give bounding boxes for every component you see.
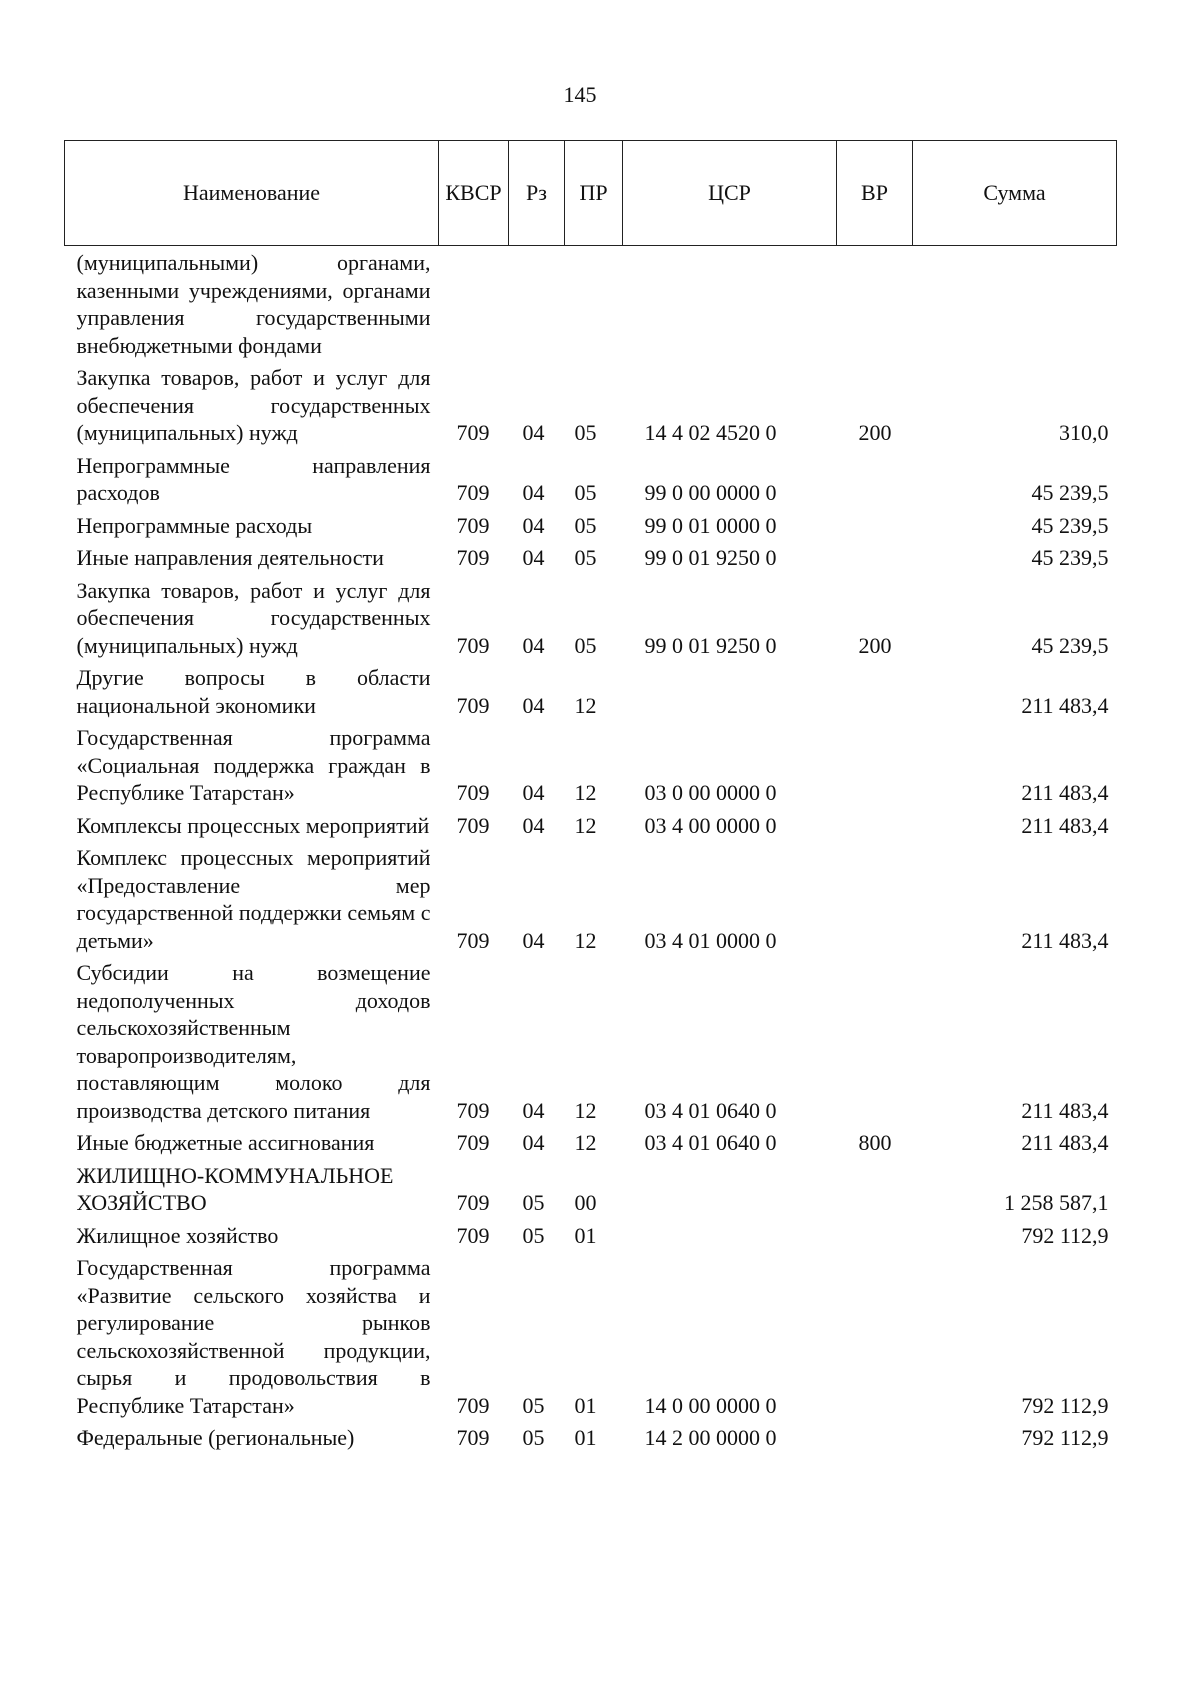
cell-pr: 01 (574, 1222, 597, 1248)
cell-kvsr: 709 (456, 480, 490, 505)
cell-csr (623, 1219, 837, 1252)
table-row (65, 541, 1117, 574)
table-row (65, 661, 1117, 721)
table-body (65, 246, 1117, 1454)
cell-name: Государственная программа «Развитие сельского хозяйства и регулирование рынков сельскохозяйственной продукции, сырья и продовольствия в Республике Татарстан» (76, 1255, 431, 1418)
cell-vr (837, 841, 913, 956)
cell-name: ЖИЛИЩНО-КОММУНАЛЬНОЕ ХОЗЯЙСТВО (76, 1162, 394, 1215)
cell-pr: 00 (574, 1190, 597, 1215)
budget-table (64, 140, 1117, 1454)
table-row (65, 809, 1117, 842)
cell-name: Субсидии на возмещение недополученных доходов сельскохозяйственным товаропроизводителям, поставляющим молоко для производства детского питания (76, 960, 431, 1123)
table-row (65, 841, 1117, 956)
cell-sum: 310,0 (1059, 420, 1109, 445)
cell-pr: 05 (574, 632, 597, 658)
cell-name: Иные бюджетные ассигнования (76, 1130, 375, 1155)
cell-sum (913, 246, 1117, 362)
cell-name: Закупка товаров, работ и услуг для обеспечения государственных (муниципальных) нужд (76, 577, 431, 658)
cell-pr (565, 246, 623, 362)
cell-sum: 211 483,4 (1021, 1130, 1109, 1155)
cell-rz: 05 (522, 1425, 545, 1450)
cell-pr: 12 (574, 812, 597, 838)
page-number: 145 (563, 82, 597, 107)
cell-rz: 04 (522, 1130, 545, 1155)
header-pr: ПР (565, 141, 623, 246)
table-row (65, 1159, 1117, 1219)
cell-name: Непрограммные направления расходов (76, 452, 431, 505)
cell-sum: 211 483,4 (1021, 812, 1109, 838)
cell-pr: 05 (574, 420, 597, 445)
cell-rz: 04 (522, 1097, 545, 1123)
cell-vr (837, 809, 913, 842)
cell-pr: 05 (574, 512, 597, 538)
cell-rz: 04 (522, 927, 545, 953)
cell-name: Иные направления деятельности (76, 545, 384, 570)
cell-pr: 05 (574, 480, 597, 505)
cell-rz: 04 (522, 420, 545, 445)
cell-name: Непрограммные расходы (76, 512, 313, 538)
header-sum: Сумма (913, 141, 1117, 246)
cell-kvsr: 709 (456, 692, 490, 718)
cell-name: (муниципальными) органами, казенными учреждениями, органами управления государственными внебюджетными фондами (76, 250, 431, 358)
cell-vr: 200 (858, 632, 892, 658)
cell-name: Закупка товаров, работ и услуг для обеспечения государственных (муниципальных) нужд (76, 365, 431, 445)
cell-pr: 12 (574, 1130, 597, 1155)
cell-rz: 05 (522, 1190, 545, 1215)
cell-vr (837, 956, 913, 1126)
cell-sum: 211 483,4 (1021, 927, 1109, 953)
cell-rz: 05 (522, 1222, 545, 1248)
cell-csr: 99 0 00 0000 0 (644, 480, 777, 505)
table-row (65, 1219, 1117, 1252)
cell-vr (837, 1421, 913, 1454)
table-row (65, 1251, 1117, 1421)
cell-pr: 01 (574, 1392, 597, 1418)
cell-name: Федеральные (региональные) (76, 1425, 355, 1450)
table-header (65, 141, 1117, 246)
cell-sum: 45 239,5 (1031, 545, 1109, 570)
cell-sum: 792 112,9 (1021, 1425, 1109, 1450)
cell-kvsr: 709 (456, 1097, 490, 1123)
cell-rz: 04 (522, 545, 545, 570)
table-row (65, 449, 1117, 509)
cell-sum: 792 112,9 (1021, 1392, 1109, 1418)
cell-pr: 12 (574, 692, 597, 718)
cell-csr: 99 0 01 9250 0 (644, 545, 777, 570)
table-row (65, 509, 1117, 542)
cell-pr: 05 (574, 545, 597, 570)
cell-csr: 14 4 02 4520 0 (644, 420, 777, 445)
cell-vr (837, 449, 913, 509)
cell-sum: 211 483,4 (1021, 692, 1109, 718)
cell-kvsr: 709 (456, 545, 490, 570)
table-row (65, 956, 1117, 1126)
table-row (65, 1126, 1117, 1159)
cell-vr (837, 1219, 913, 1252)
cell-csr: 99 0 01 9250 0 (644, 632, 777, 658)
cell-name: Другие вопросы в области национальной экономики (76, 665, 431, 718)
cell-vr: 200 (858, 420, 892, 445)
cell-vr (837, 721, 913, 809)
cell-sum: 45 239,5 (1031, 632, 1109, 658)
header-vr: ВР (837, 141, 913, 246)
header-csr: ЦСР (623, 141, 837, 246)
cell-sum: 45 239,5 (1031, 480, 1109, 505)
cell-csr: 03 4 01 0640 0 (644, 1130, 777, 1155)
cell-csr (623, 246, 837, 362)
cell-rz: 04 (522, 780, 545, 805)
cell-vr (837, 1159, 913, 1219)
cell-rz (509, 246, 565, 362)
table-row (65, 246, 1117, 362)
cell-kvsr: 709 (456, 1130, 490, 1155)
cell-sum: 792 112,9 (1021, 1222, 1109, 1248)
cell-name: Комплекс процессных мероприятий «Предоставление мер государственной поддержки семьям с детьми» (76, 845, 431, 953)
table-row (65, 721, 1117, 809)
cell-rz: 04 (522, 692, 545, 718)
cell-kvsr: 709 (456, 1392, 490, 1418)
cell-vr (837, 541, 913, 574)
cell-rz: 04 (522, 480, 545, 505)
cell-pr: 12 (574, 780, 597, 805)
cell-pr: 12 (574, 1097, 597, 1123)
cell-pr: 12 (574, 927, 597, 953)
cell-sum: 211 483,4 (1021, 1097, 1109, 1123)
cell-kvsr (439, 246, 509, 362)
cell-kvsr: 709 (456, 420, 490, 445)
cell-kvsr: 709 (456, 927, 490, 953)
cell-vr (837, 661, 913, 721)
cell-vr: 800 (858, 1130, 892, 1155)
cell-vr (837, 509, 913, 542)
cell-kvsr: 709 (456, 1190, 490, 1215)
cell-kvsr: 709 (456, 632, 490, 658)
cell-pr: 01 (574, 1425, 597, 1450)
cell-csr: 14 0 00 0000 0 (644, 1392, 777, 1418)
cell-csr (623, 1159, 837, 1219)
cell-csr: 03 0 00 0000 0 (644, 780, 777, 805)
header-rz: Рз (509, 141, 565, 246)
cell-name: Государственная программа «Социальная поддержка граждан в Республике Татарстан» (76, 725, 431, 805)
table-row (65, 1421, 1117, 1454)
table-row (65, 361, 1117, 449)
cell-csr (623, 661, 837, 721)
cell-vr (837, 1251, 913, 1421)
cell-sum: 45 239,5 (1031, 512, 1109, 538)
cell-kvsr: 709 (456, 812, 490, 838)
cell-vr (837, 246, 913, 362)
cell-csr: 99 0 01 0000 0 (644, 512, 777, 538)
cell-rz: 04 (522, 512, 545, 538)
cell-csr: 14 2 00 0000 0 (644, 1425, 777, 1450)
cell-sum: 211 483,4 (1021, 780, 1109, 805)
cell-kvsr: 709 (456, 1222, 490, 1248)
cell-csr: 03 4 01 0000 0 (644, 927, 777, 953)
cell-sum: 1 258 587,1 (1004, 1190, 1109, 1215)
cell-rz: 04 (522, 632, 545, 658)
cell-kvsr: 709 (456, 1425, 490, 1450)
cell-rz: 05 (522, 1392, 545, 1418)
table-row (65, 574, 1117, 662)
cell-name: Комплексы процессных мероприятий (76, 812, 430, 838)
cell-csr: 03 4 00 0000 0 (644, 812, 777, 838)
cell-rz: 04 (522, 812, 545, 838)
header-name: Наименование (65, 141, 439, 246)
cell-name: Жилищное хозяйство (76, 1222, 279, 1248)
header-kvsr: КВСР (439, 141, 509, 246)
cell-csr: 03 4 01 0640 0 (644, 1097, 777, 1123)
cell-kvsr: 709 (456, 512, 490, 538)
cell-kvsr: 709 (456, 780, 490, 805)
